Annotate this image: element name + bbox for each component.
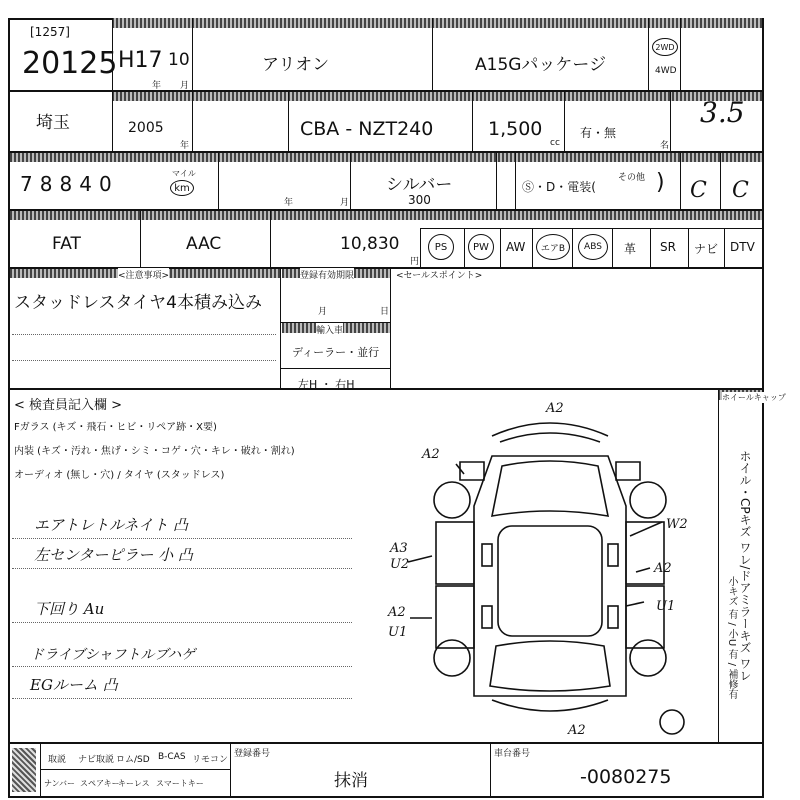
mileage-digit: 8 [59, 172, 80, 196]
turbo: 有・無 [580, 126, 617, 140]
mile-label: マイル [172, 169, 196, 178]
rule [464, 228, 465, 267]
mileage-digit: 0 [98, 172, 119, 196]
lot-number: 20125 [22, 46, 118, 81]
stamp-area [12, 748, 36, 792]
rule [192, 91, 193, 151]
rear-window-outline [490, 641, 610, 691]
aircon: AAC [186, 234, 222, 254]
mileage [20, 172, 119, 196]
rule [230, 743, 231, 796]
door-rear-left [436, 586, 474, 648]
bottom-label: ナビ取説 [78, 755, 115, 765]
header-stripe [112, 91, 762, 101]
rule [8, 742, 764, 744]
equip-pw: PW [468, 234, 494, 260]
rule [532, 228, 533, 267]
equip-aw: AW [506, 240, 526, 254]
dotted-line [12, 538, 352, 539]
dotted-line [12, 698, 352, 699]
model-name: アリオン [262, 55, 330, 75]
handle [608, 606, 618, 628]
car-damage-diagram [388, 396, 716, 742]
year-unit: 年 [180, 141, 190, 151]
rule [724, 228, 725, 267]
rule [8, 90, 764, 92]
transmission: FAT [52, 234, 81, 254]
handle [482, 606, 492, 628]
damage-mark-left-rear: U1 [388, 625, 408, 640]
reg-status: 抹消 [334, 771, 368, 791]
rule [650, 228, 651, 267]
damage-mark-right-rear: U1 [656, 599, 676, 614]
capacity-unit: 名 [660, 141, 670, 151]
damage-mark-left-door: U2 [390, 557, 410, 572]
cc-unit: cc [550, 138, 560, 148]
sidebar-label: ホイル・CPキズ ワレ/ドアミラーキズ ワレ [738, 450, 752, 682]
rule [500, 228, 501, 267]
bottom-label: 取説 [48, 755, 67, 765]
import-label: 輸入車 [316, 323, 343, 336]
rule [496, 152, 497, 209]
handle [608, 544, 618, 566]
rule [515, 152, 516, 209]
rule [288, 91, 289, 151]
wheel-front-right [630, 482, 666, 518]
damage-mark-front-left: A2 [422, 447, 440, 462]
header-stripe [10, 210, 762, 220]
bottom-label: ロム/SD [116, 755, 150, 765]
grade: A15Gパッケージ [475, 55, 607, 75]
rule [572, 228, 573, 267]
equip-navi: ナビ [694, 242, 719, 256]
equip-leather: 革 [624, 242, 637, 256]
rule [218, 152, 219, 209]
reg-expiry-label: 登録有効期限 [300, 268, 354, 281]
mirror-left [460, 462, 484, 480]
rule [280, 268, 281, 388]
rule [192, 18, 193, 90]
rule [40, 769, 230, 770]
rule [680, 18, 681, 90]
windshield-outline [492, 461, 608, 516]
wheel-rear-left [434, 640, 470, 676]
header-stripe [10, 152, 762, 162]
mileage-digit: 7 [20, 172, 40, 196]
color: シルバー [386, 175, 453, 195]
rule [670, 91, 671, 151]
rule [112, 91, 113, 151]
equip-sunroof: SR [660, 240, 676, 254]
damage-line [408, 556, 432, 562]
dotted-line [12, 360, 276, 361]
bottom-label: リモコン [192, 755, 229, 765]
equip-ps: PS [428, 234, 454, 260]
rule [420, 228, 421, 267]
damage-line [626, 602, 644, 606]
dotted-line [12, 666, 352, 667]
rule [420, 228, 762, 229]
drive-4wd: 4WD [655, 66, 677, 76]
header-stripe [112, 18, 762, 28]
inspector-label: < 検査員記入欄 > [14, 398, 123, 413]
rule [8, 209, 764, 211]
month-unit: 月 [180, 81, 190, 91]
steering: 左H ・ 右H [298, 378, 355, 391]
rule [390, 268, 391, 388]
note: EGルーム 凸 [30, 676, 118, 694]
caution-label: <注意事項> [118, 268, 169, 281]
rule [648, 18, 649, 90]
note: 左センターピラー 小 凸 [34, 546, 193, 564]
bottom-label: スマートキー [156, 779, 204, 788]
mileage-digit: 8 [39, 172, 60, 196]
roof-outline [498, 526, 602, 636]
dotted-line [12, 622, 352, 623]
chassis-number-label: 車台番号 [494, 749, 531, 759]
interior-grade: C [690, 178, 707, 203]
dotted-line [12, 334, 276, 335]
sales-point-label: <セールスポイント> [396, 271, 483, 281]
bottom-label: スペアキー [80, 779, 120, 788]
year-unit: 年 [284, 198, 294, 208]
dotted-line [12, 568, 352, 569]
score: 3.5 [700, 96, 745, 129]
glass-line: Fガラス (キズ・飛石・ヒビ・リペア跡・X要) [14, 422, 217, 433]
bottom-label: キーレス [118, 779, 150, 788]
era-month: 10 [168, 50, 190, 70]
handle [482, 544, 492, 566]
color-code: 300 [408, 193, 431, 207]
rear-bumper-outline [492, 700, 608, 711]
month-unit: 月 [340, 198, 350, 208]
damage-mark-left-door: A3 [390, 541, 408, 556]
recycle-fee: 10,830 [340, 234, 400, 254]
rule [720, 152, 721, 209]
chassis-code: CBA - NZT240 [300, 118, 434, 140]
door-front-left [436, 522, 474, 584]
mirror-right [616, 462, 640, 480]
border-left [8, 18, 10, 798]
damage-line [630, 522, 662, 536]
displacement: 1,500 [488, 118, 543, 140]
rule [350, 152, 351, 209]
rule [612, 228, 613, 267]
note: エアトレトルネイト 凸 [34, 516, 189, 534]
interior-line: 内装 (キズ・汚れ・焦げ・シミ・コゲ・穴・キレ・破れ・割れ) [14, 446, 295, 457]
yen-unit: 円 [410, 257, 420, 267]
exterior-grade: C [732, 178, 749, 203]
note: ドライブシャフトルブハゲ [30, 647, 196, 663]
damage-mark-right-door: W2 [666, 517, 688, 532]
year-unit: 年 [152, 81, 162, 91]
equip-dtv: DTV [730, 240, 755, 254]
rule [270, 210, 271, 267]
wheel-front-left [434, 482, 470, 518]
reg-number-label: 登録番号 [234, 749, 271, 759]
rule [432, 18, 433, 90]
rule [280, 368, 390, 369]
paint-options: Ⓢ・D・電装( [522, 180, 596, 194]
prefecture: 埼玉 [36, 113, 70, 133]
note: 下回り Au [34, 600, 105, 618]
km-unit: km [170, 180, 194, 196]
border-bottom [8, 796, 764, 798]
first-reg-year: 2005 [128, 120, 164, 136]
paint-bracket-close: ) [656, 170, 665, 195]
caution-text: スタッドレスタイヤ4本積み込み [14, 293, 262, 313]
front-bumper-inner [500, 433, 600, 442]
damage-mark-left-rear: A2 [388, 605, 406, 620]
era-year: H17 [118, 48, 163, 73]
rule [564, 91, 565, 151]
audio-line: オーディオ (無し・穴) / タイヤ (スタッドレス) [14, 470, 225, 481]
rule [8, 388, 764, 390]
damage-mark-right-door: A2 [654, 561, 672, 576]
rule [680, 152, 681, 209]
rule [490, 743, 491, 796]
door-rear-right [626, 586, 664, 648]
bottom-label: B-CAS [158, 752, 186, 762]
rule [688, 228, 689, 267]
paint-other-label: その他 [618, 173, 646, 183]
wheel-rear-right [630, 640, 666, 676]
damage-mark-rear: A2 [568, 723, 586, 738]
month-unit: 月 [318, 307, 328, 317]
equip-airbag: エアB [536, 234, 570, 260]
equip-abs: ABS [578, 234, 608, 260]
drive-2wd: 2WD [652, 38, 678, 56]
rule [140, 210, 141, 267]
border-right [762, 18, 764, 798]
sidebar-extra: 小キズ 有 / 小U 有 / 補修有 [726, 576, 737, 700]
chassis-number: -0080275 [580, 766, 672, 788]
sidebar-header: ホイールキャップ [722, 393, 786, 402]
bottom-label: ナンバー [44, 779, 76, 788]
rule [472, 91, 473, 151]
front-bumper-outline [492, 423, 608, 436]
rule [8, 151, 764, 153]
damage-mark-front: A2 [546, 401, 564, 416]
dealer: ディーラー・並行 [292, 346, 380, 359]
damage-line [636, 568, 650, 572]
mileage-digit: 4 [79, 172, 99, 196]
day-unit: 日 [380, 307, 390, 317]
lot-bracket: [1257] [30, 25, 70, 39]
spare-tire [660, 710, 684, 734]
